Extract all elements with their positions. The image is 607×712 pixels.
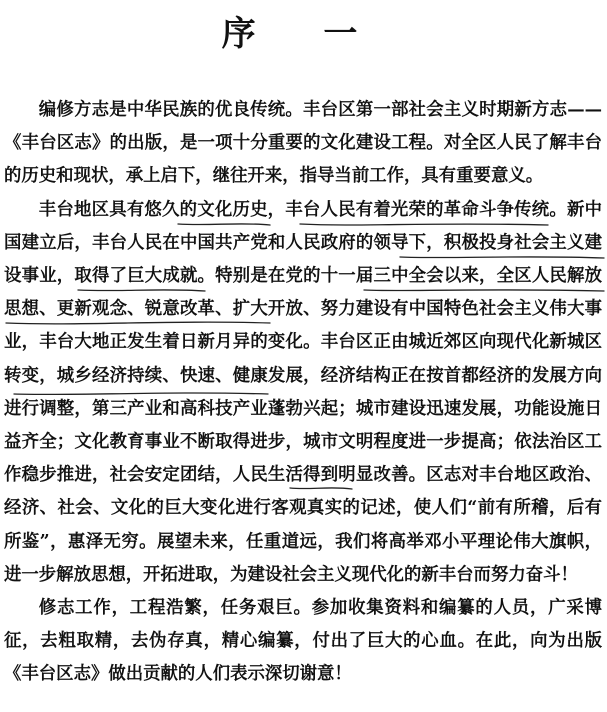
paragraph-development: 丰台地区具有悠久的文化历史，丰台人民有着光荣的革命斗争传统。新中国建立后，丰台人民在中国共产党和人民政府的领导下，积极投身社会主义建设事业，取得了巨大成就。特别是在党的十一届三中全会以来，全区人民解放思想、更新观念、锐意改革、扩大开放、努力建设有中国特色社会主义伟大事业，丰台大地正发生着日新月异的变化。丰台区正由城近郊区向现代化新城区转变，城乡经济持续、快速、健康发展，经济结构正在按首都经济的发展方向进行调整，第三产业和高科技产业蓬勃兴起；城市建设迅速发展，功能设施日益齐全；文化教育事业不断取得进步，城市文明程度进一步提高；依法治区工作稳步推进，社会安定团结，人民生活得到明显改善。区志对丰台地区政治、经济、社会、文化的巨大变化进行客观真实的记述，使人们“前有所稽，后有所鉴”，惠泽无穷。展望未来，任重道远，我们将高举邓小平理论伟大旗帜，进一步解放思想，开拓进取，为建设社会主义现代化的新丰台而努力奋斗！ bbox=[4, 199, 602, 585]
page-title: 序 一 bbox=[221, 14, 386, 54]
paragraph-acknowledgement: 修志工作，工程浩繁，任务艰巨。参加收集资料和编纂的人员，广采博征，去粗取精，去伪存真，精心编纂，付出了巨大的心血。在此，向为出版《丰台区志》做出贡献的人们表示深切谢意！ bbox=[4, 598, 602, 685]
preface-body bbox=[4, 94, 602, 692]
paragraph-intro: 编修方志是中华民族的优良传统。丰台区第一部社会主义时期新方志——《丰台区志》的出版，是一项十分重要的文化建设工程。对全区人民了解丰台的历史和现状，承上启下，继往开来，指导当前工作，具有重要意义。 bbox=[4, 100, 602, 187]
